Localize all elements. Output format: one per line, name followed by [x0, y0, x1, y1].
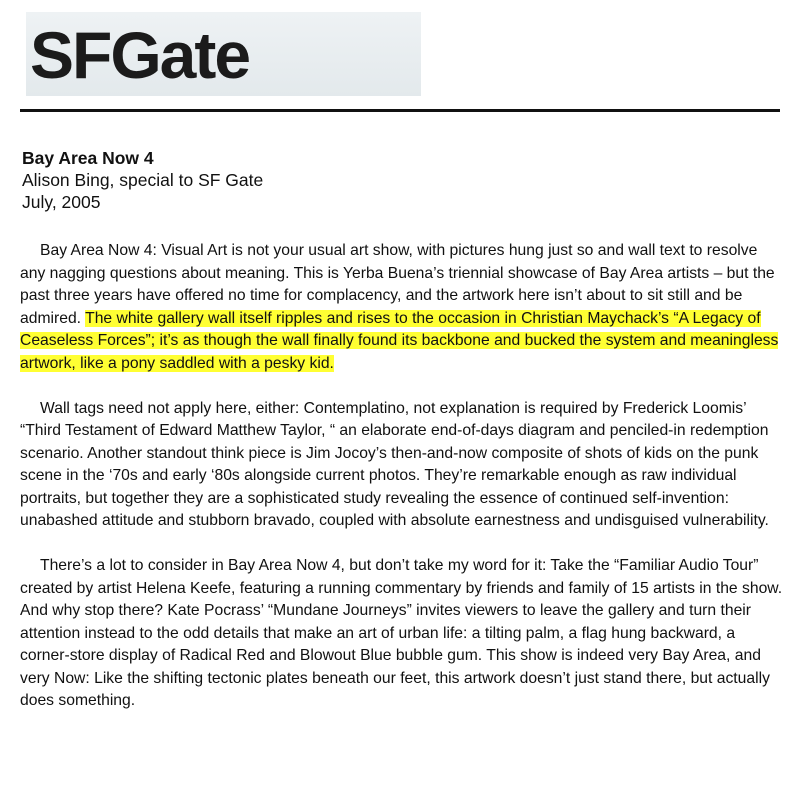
paragraph-2: Wall tags need not apply here, either: Contemplatino, not explanation is required by Frederick Loomis’ “Third Testament of Edward Matthew Taylor, “ an elaborate end-of-days diagram and penciled-in redemption scenario. Another standout think piece is Jim Jocoy’s then-and-now composite of shots of kids on the punk scene in the ‘70s and early ‘80s alongside current photos. They’re remarkable enough as raw individual portraits, but together they are a sophisticated study revealing the essence of continued self-invention: unabashed attitude and stubborn bravado, coupled with absolute earnestness and undisguised vulnerability. — [20, 399, 769, 529]
header-divider — [20, 109, 780, 112]
paragraph-3: There’s a lot to consider in Bay Area Now 4, but don’t take my word for it: Take the “Familiar Audio Tour” created by artist Helena Keefe, featuring a running commentary by friends and family of 15 artists in the show. And why stop there? Kate Pocrass’ “Mundane Journeys” invites viewers to leave the gallery and turn their attention instead to the odd details that make an art of urban life: a tilting palm, a flag hung backward, a corner-store display of Radical Red and Blowout Blue bubble gum. This show is indeed very Bay Area, and very Now: Like the shifting tectonic plates beneath our feet, this artwork doesn’t just stand there, but actually does something. — [20, 557, 783, 709]
article-byline: Alison Bing, special to SF Gate — [22, 170, 264, 190]
sfgate-logo[interactable] — [26, 12, 421, 96]
highlighted-passage: The white gallery wall itself ripples and rises to the occasion in Christian Maychack’s “A Legacy of Ceaseless Forces”; it’s as though the wall finally found its backbone and bucked the system and meaningless artwork, like a pony saddled with a pesky kid. — [20, 309, 779, 372]
article-header — [22, 147, 263, 213]
article-title: Bay Area Now 4 — [22, 148, 154, 168]
article-date: July, 2005 — [22, 192, 101, 212]
paragraph-1-text: Bay Area Now 4: Visual Art is not your usual art show, with pictures hung just so and wall text to resolve any nagging questions about meaning. This is Yerba Buena’s triennial showcase of Bay Area artists – but the past three years have offered no time for complacency, and the artwork here isn’t about to sit still and be admired. — [20, 242, 775, 327]
article-body — [20, 240, 786, 735]
paragraph-1 — [20, 240, 786, 375]
logo-text: SFGate — [30, 18, 250, 92]
